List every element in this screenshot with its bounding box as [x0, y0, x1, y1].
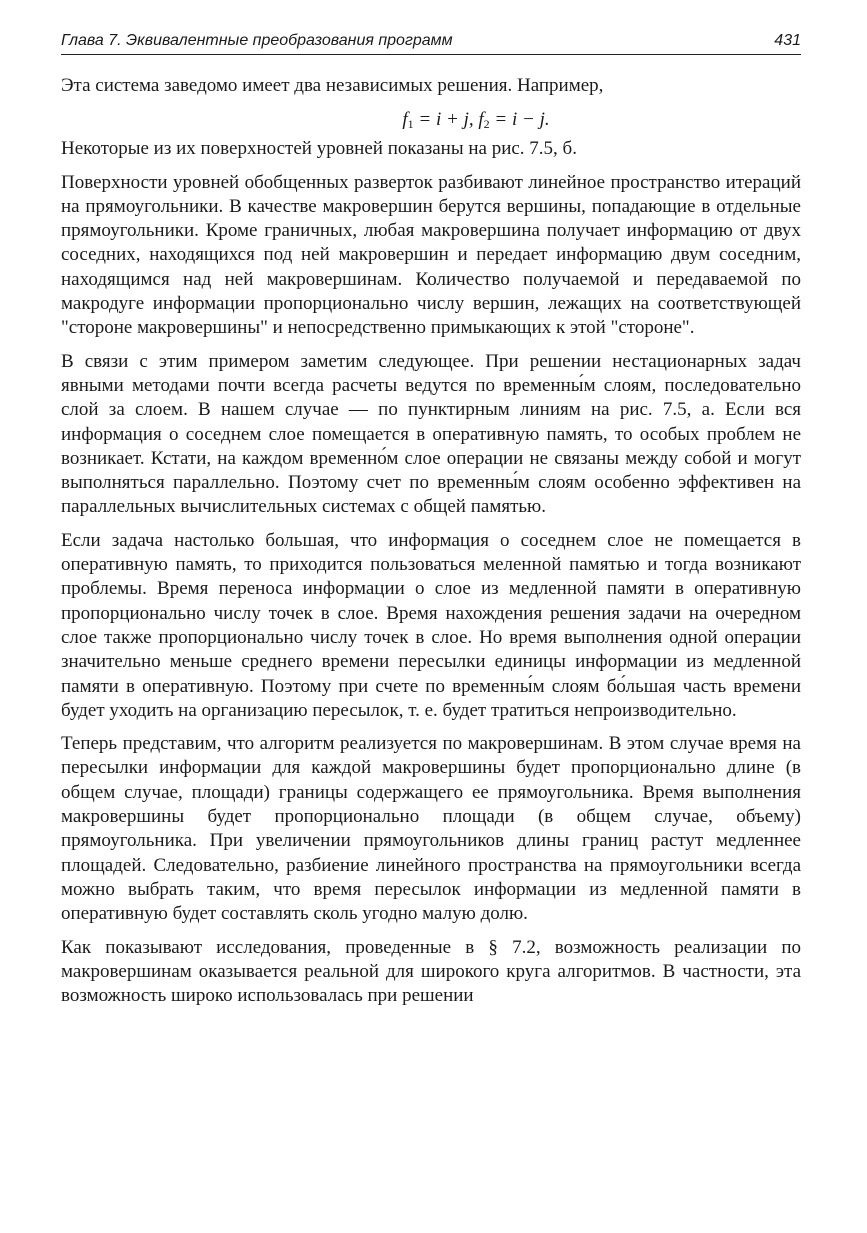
- paragraph-2: Некоторые из их поверхностей уровней показаны на рис. 7.5, б.: [61, 138, 577, 160]
- page-number: 431: [774, 32, 801, 49]
- paragraph-4: В связи с этим примером заметим следующее. При решении нестационарных задач явными методами почти всегда расчеты ведутся по временны́м слоям, последовательно слой за слоем. В нашем случае — по пунктирным линиям на рис. 7.5, а. Если вся информация о соседнем слое помещается в оперативную память, то особых проблем не возникает. Кстати, на каждом временно́м слое операции не связаны между собой и могут выполняться параллельно. Поэтому счет по временны́м слоям особенно эффективен на параллельных вычислительных системах с общей памятью.: [61, 350, 801, 518]
- paragraph-3: Поверхности уровней обобщенных разверток разбивают линейное пространство итераций на прямоугольники. В качестве макровершин берутся вершины, попадающие в отдельные прямоугольники. Кроме граничных, любая макровершина получает информацию от двух соседних, находящихся под ней макровершин и передает информацию двум соседним, находящимся над ней макровершинам. Количество получаемой и передаваемой по макродуге информации пропорционально числу вершин, лежащих на соответствующей "стороне макровершины" и непосредственно примыкающих к этой "стороне".: [61, 171, 801, 339]
- paragraph-5: Если задача настолько большая, что информация о соседнем слое не помещается в оперативную память, то приходится пользоваться меленной памятью и тогда возникают проблемы. Время переноса информации о слое из медленной памяти в оперативную пропорционально числу точек в слое. Время нахождения решения задачи на очередном слое также пропорционально числу точек в слое. Но время выполнения одной операции значительно меньше среднего времени пересылки единицы информации из медленной памяти в оперативную. Поэтому при счете по временны́м слоям бо́льшая часть времени будет уходить на организацию пересылок, т. е. будет тратиться непроизводительно.: [61, 529, 801, 721]
- paragraph-7: Как показывают исследования, проведенные в § 7.2, возможность реализации по макровершинам оказывается реальной для широкого круга алгоритмов. В частности, эта возможность широко использовалась при решении: [61, 936, 801, 1007]
- paragraph-6: Теперь представим, что алгоритм реализуется по макровершинам. В этом случае время на пересылки информации для каждой макровершины будет пропорционально длине (в общем случае, площади) границы содержащего ее прямоугольника. Время выполнения макровершины будет пропорционально площади (в общем случае, объему) прямоугольника. При увеличении прямоугольников длины границ растут медленнее площадей. Следовательно, разбиение линейного пространства на прямоугольники всегда можно выбрать таким, что время пересылок информации из медленной памяти в оперативную будет составлять сколь угодно малую долю.: [61, 733, 801, 925]
- formula: $f_1 = i + j$, $f_2 = i - j$.: [402, 109, 550, 132]
- page-body: [61, 74, 801, 1017]
- running-header: [61, 30, 801, 55]
- chapter-title: Глава 7. Эквивалентные преобразования программ: [61, 32, 453, 49]
- paragraph-1: Эта система заведомо имеет два независимых решения. Например,: [61, 75, 604, 96]
